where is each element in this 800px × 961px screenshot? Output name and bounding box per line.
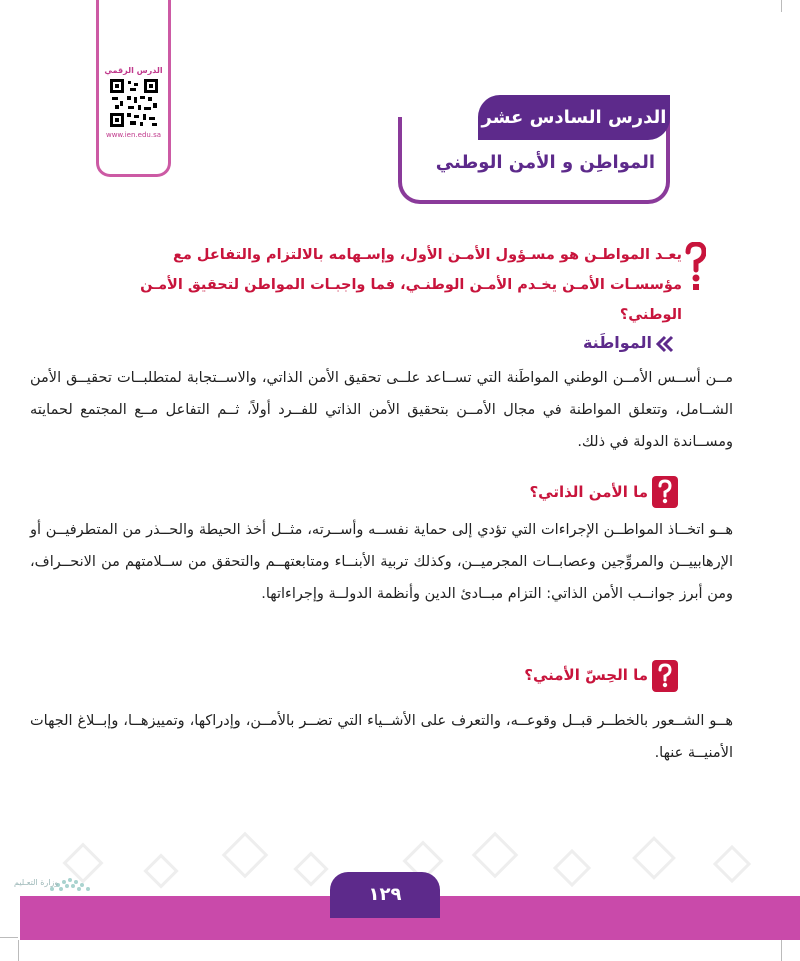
crop-mark — [0, 937, 18, 938]
crop-mark — [781, 940, 782, 961]
qr-code-icon[interactable] — [110, 79, 158, 127]
double-chevron-icon — [656, 335, 674, 357]
question-mark-icon — [684, 242, 706, 298]
question-mark-icon — [652, 476, 678, 514]
digital-lesson-label: الدرس الرقمي — [104, 66, 163, 75]
intro-question-text: يعـد المواطـن هو مسـؤول الأمـن الأول، وإسـهامه بالالتزام والتفاعل مع مؤسسـات الأمـن يخـدم الأمـن الوطنـي، فما واجبـات المواطن لتحقيق الأمـن الوطني؟ — [140, 247, 682, 323]
subsection-paragraph: هــو الشــعور بالخطــر قبــل وقوعــه، والتعرف على الأشــياء التي تضــر بالأمــن، وإدراكها، وتمييزهــا، وإبــلاغ الجهات الأمنيــة عنها. — [30, 713, 733, 761]
section-paragraph: مــن أســس الأمــن الوطني المواطَنة التي تســاعد علــى تحقيق الأمن الذاتي، والاســتجابة لمتطلبــات تحقيــق الأمن الشــامل، وتتعلق المواطنة في مجال الأمــن بتحقيق الأمن الذاتي للفــرد أولاً، ثــم التفاعل مــع المجتمع لحمايته ومســاندة الدولة في ذلك. — [30, 370, 733, 450]
crop-mark — [18, 940, 19, 961]
lesson-number-title: الدرس السادس عشر — [478, 95, 670, 140]
ministry-label: وزارة التعـليم — [14, 878, 59, 887]
crop-mark — [781, 0, 782, 12]
subsection-heading: ما الأمن الذاتي؟ — [529, 483, 648, 501]
page-number: ١٢٩ — [330, 872, 440, 918]
subsection-paragraph: هــو اتخــاذ المواطــن الإجراءات التي تؤدي إلى حماية نفســه وأســرته، مثــل أخذ الحيطة والحــذر من المتطرفيــن أو الإرهابييــن والمروِّجين وعصابــات المجرميــن، وكذلك تربية الأبنــاء ومتابعتهــم والتحقق من ســلامتهم من الانحــراف، ومن أبرز جوانــب الأمن الذاتي: التزام مبــادئ الدين وأنظمة الدولــة وإجراءاتها. — [30, 522, 733, 602]
subsection-heading: ما الحِسّ الأمني؟ — [524, 666, 648, 684]
digital-lesson-url[interactable]: www.ien.edu.sa — [105, 131, 162, 139]
section-heading: المواطَنة — [582, 333, 652, 352]
question-mark-icon — [652, 660, 678, 698]
lesson-title: المواطِن و الأمن الوطني — [435, 152, 655, 173]
digital-lesson-tab[interactable] — [96, 0, 171, 177]
